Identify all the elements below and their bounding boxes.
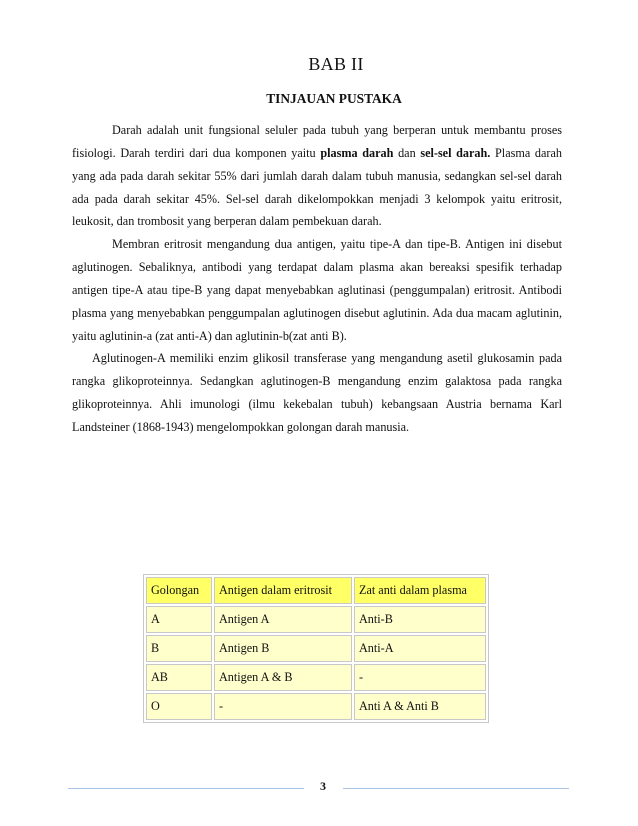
paragraph-3: Aglutinogen-A memiliki enzim glikosil transferase yang mengandung asetil glukosamin pada rangka glikoproteinnya. Sedangkan aglutinogen-B mengandung enzim galaktosa pada rangka glikoproteinnya. Ahli imunologi (ilmu kekebalan tubuh) kebangsaan Austria bernama Karl Landsteiner (1868-1943) mengelompokkan golongan darah manusia. [72, 351, 562, 434]
table-cell: A [146, 606, 212, 633]
footer-divider-right [343, 788, 569, 789]
header-zat-anti: Zat anti dalam plasma [354, 577, 486, 604]
table-cell: - [214, 693, 352, 720]
paragraph-2: Membran eritrosit mengandung dua antigen, yaitu tipe-A dan tipe-B. Antigen ini disebut aglutinogen. Sebaliknya, antibodi yang terdapat dalam plasma akan bereaksi spesifik terhadap antigen tipe-A atau tipe-B yang dapat menyebabkan aglutinasi (penggumpalan) eritrosit. Antibodi plasma yang menyebabkan penggumpalan aglutinogen disebut aglutinin. Ada dua macam aglutinin, yaitu aglutinin-a (zat anti-A) dan aglutinin-b(zat anti B). [72, 237, 562, 343]
table-cell: - [354, 664, 486, 691]
footer-divider-left [68, 788, 304, 789]
paragraph-1-text-b: dan [393, 145, 421, 160]
paragraph-1-text-a: Darah adalah unit fungsional seluler pada tubuh yang berperan untuk membantu proses fisiologi. Darah terdiri dari dua komponen yaitu [72, 123, 562, 160]
term-plasma-darah: plasma darah [320, 145, 394, 160]
page-number: 3 [320, 779, 326, 793]
body-text [72, 119, 562, 439]
blood-type-table [143, 574, 489, 723]
table-cell: Anti-B [354, 606, 486, 633]
table-cell: Antigen A & B [214, 664, 352, 691]
table-cell: AB [146, 664, 212, 691]
paragraph-1-text-c: Plasma darah yang ada pada darah sekitar 55% dari jumlah darah dalam tubuh manusia, sedangkan sel-sel darah ada pada darah sekitar 45%. Sel-sel darah dikelompokkan menjadi 3 kelompok yaitu eritrosit, leukosit, dan trombosit yang berperan dalam pembekuan darah. [72, 145, 562, 229]
header-antigen: Antigen dalam eritrosit [214, 577, 352, 604]
table-cell: B [146, 635, 212, 662]
table-cell: Anti A & Anti B [354, 693, 486, 720]
term-sel-sel-darah: sel-sel darah. [420, 145, 491, 160]
table-cell: O [146, 693, 212, 720]
chapter-heading: BAB II [308, 54, 364, 74]
table-header-row [146, 577, 486, 604]
table-cell: Anti-A [354, 635, 486, 662]
section-title: TINJAUAN PUSTAKA [266, 91, 402, 106]
table-row [146, 664, 486, 691]
table-row [146, 606, 486, 633]
header-golongan: Golongan [146, 577, 212, 604]
table-cell: Antigen B [214, 635, 352, 662]
table-row [146, 693, 486, 720]
table-cell: Antigen A [214, 606, 352, 633]
table-row [146, 635, 486, 662]
paragraph-1 [72, 119, 562, 233]
